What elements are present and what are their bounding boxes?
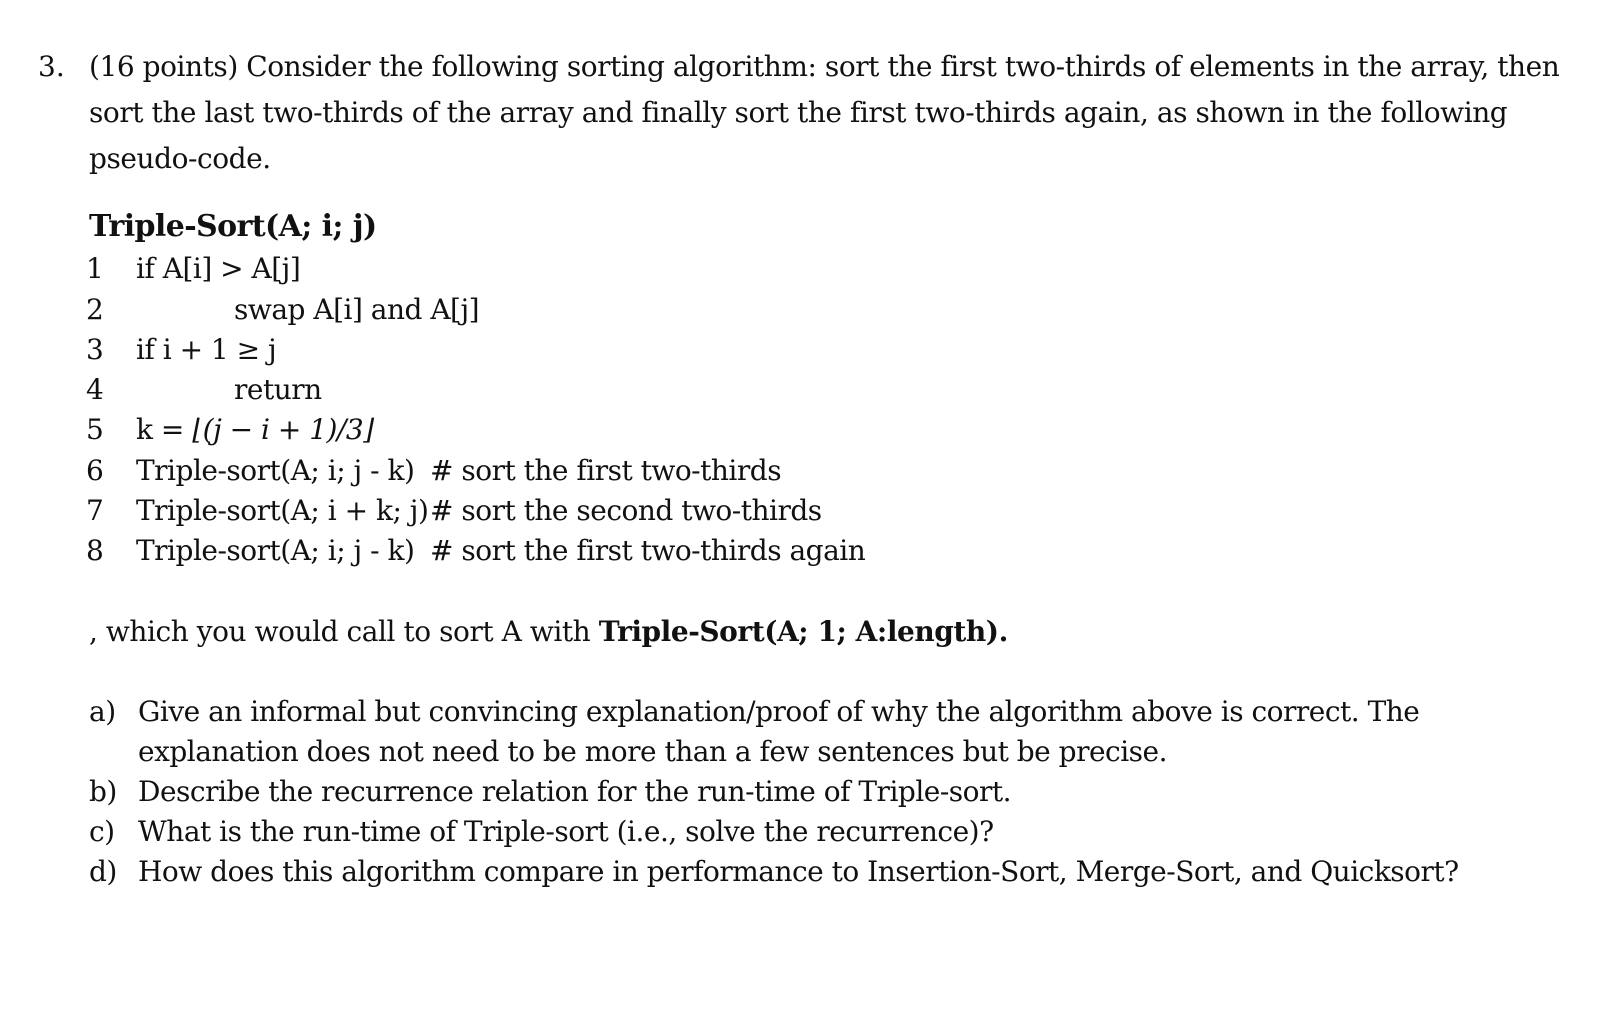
code-comment: # sort the first two-thirds again	[430, 534, 866, 567]
line-number: 5	[86, 413, 104, 446]
subquestion-d	[89, 852, 1509, 892]
subquestion-line: How does this algorithm compare in performance to Insertion-Sort, Merge-Sort, and Quicksort?	[138, 855, 1459, 888]
code-text: return	[234, 373, 322, 406]
line-number: 4	[86, 373, 104, 406]
line-number: 8	[86, 534, 104, 567]
line-number: 3	[86, 333, 104, 366]
code-text: swap A[i] and A[j]	[234, 293, 480, 326]
code-comment: # sort the first two-thirds	[430, 454, 782, 487]
pseudocode-title: Triple-Sort(A; i; j)	[89, 209, 377, 244]
code-text: Triple-sort(A; i + k; j)	[136, 494, 429, 527]
line-number: 2	[86, 293, 104, 326]
subquestion-label: d)	[89, 855, 117, 888]
code-comment: # sort the second two-thirds	[430, 494, 822, 527]
subquestion-a	[89, 692, 1509, 772]
floor-expression: ⌊(j − i + 1)/3⌋	[192, 413, 374, 446]
question-intro	[89, 44, 1560, 182]
intro-line: pseudo-code.	[89, 142, 271, 175]
code-text: if A[i] > A[j]	[136, 252, 301, 285]
subquestion-line: explanation does not need to be more than a few sentences but be precise.	[138, 735, 1168, 768]
line-number: 1	[86, 252, 104, 285]
intro-line: (16 points) Consider the following sorting algorithm: sort the first two-thirds of elements in the array, then	[89, 50, 1560, 83]
subquestion-line: Give an informal but convincing explanation/proof of why the algorithm above is correct. The	[138, 695, 1420, 728]
subquestion-text	[138, 772, 1011, 812]
intro-line: sort the last two-thirds of the array and finally sort the first two-thirds again, as shown in the following	[89, 96, 1508, 129]
code-text: Triple-sort(A; i; j - k)	[136, 534, 415, 567]
line-number: 6	[86, 454, 104, 487]
subquestion-text	[138, 692, 1419, 772]
subquestion-label: c)	[89, 815, 115, 848]
subquestion-text	[138, 852, 1459, 892]
closing-call: Triple-Sort(A; 1; A:length)	[598, 615, 999, 648]
code-text: if i + 1 ≥ j	[136, 333, 277, 366]
closing-sentence	[89, 610, 1008, 654]
code-text: Triple-sort(A; i; j - k)	[136, 454, 415, 487]
subquestion-line: Describe the recurrence relation for the run-time of Triple-sort.	[138, 775, 1012, 808]
subquestion-text	[138, 812, 994, 852]
subquestion-c	[89, 812, 1509, 852]
question-number: 3.	[38, 50, 65, 83]
subquestion-label: a)	[89, 695, 116, 728]
line-number: 7	[86, 494, 104, 527]
subquestion-b	[89, 772, 1509, 812]
closing-prefix: , which you would call to sort A with	[89, 615, 599, 648]
subquestion-label: b)	[89, 775, 117, 808]
code-text	[136, 410, 374, 450]
closing-suffix: .	[998, 615, 1008, 648]
subquestion-line: What is the run-time of Triple-sort (i.e., solve the recurrence)?	[138, 815, 994, 848]
code-prefix: k =	[136, 413, 193, 446]
